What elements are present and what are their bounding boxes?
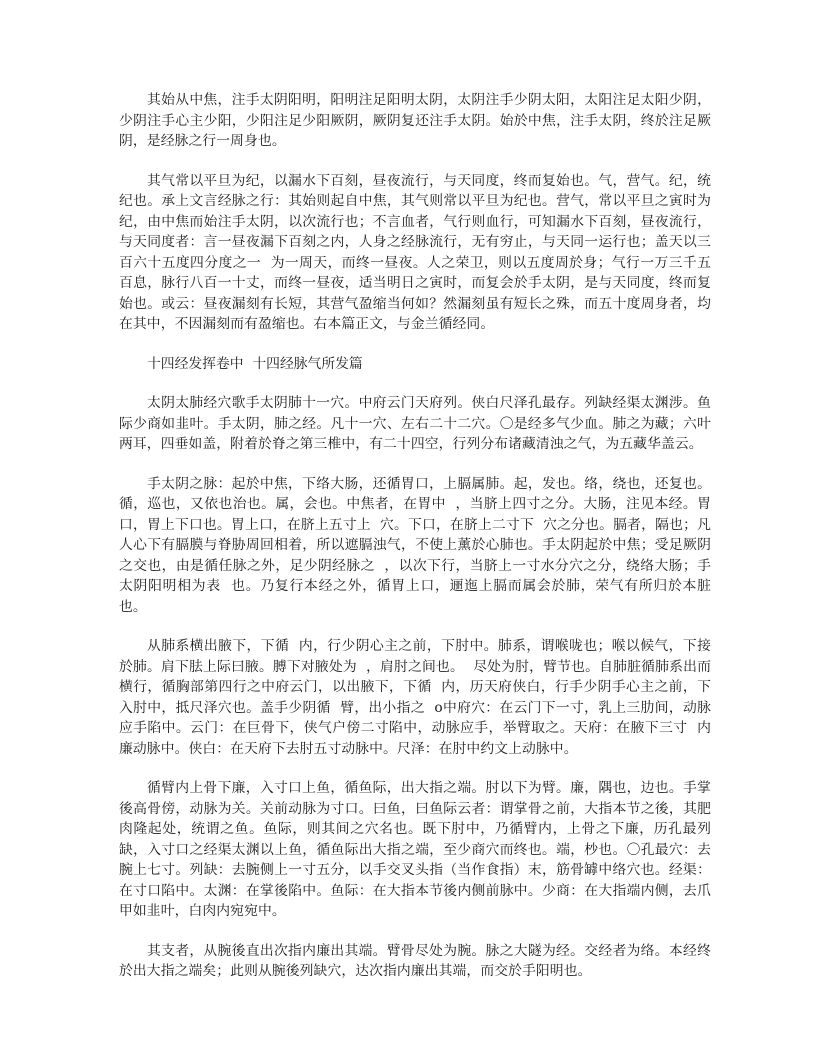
paragraph-lung-system-armpit: 从肺系横出腋下，下循 内，行少阴心主之前，下肘中。肺系，谓喉咙也；喉以候气，下接於肺。肩下胠上际曰腋。膊下对腋处为 ，肩肘之间也。 尽处为肘，臂节也。自肺脏循肺系出而横行，循胸部第四行之中府云门，以出腋下，下循 内，历天府侠白，行手少阴手心主之前，下入肘中，抵尺泽穴也。盖手少阴循 臂，出小指之 o中府穴：在云门下一寸，乳上三肋间，动脉应手陷中。云门：在巨骨下，侠气户傍二寸陷中，动脉应手，举臂取之。天府：在腋下三寸 内廉动脉中。侠白：在天府下去肘五寸动脉中。尺泽：在肘中约文上动脉中。: [119, 638, 711, 757]
paragraph-branch-vessel: 其支者，从腕後直出次指内廉出其端。臂骨尽处为腕。脉之大隧为经。交经者为络。本经终於出大指之端矣；此则从腕後列缺穴，达次指内廉出其端，而交於手阳明也。: [119, 942, 711, 979]
paragraph-meridian-circulation: 其始从中焦，注手太阴阳明，阳明注足阳明太阴，太阴注手少阴太阳，太阳注足太阳少阴，少阴注手心主少阳，少阳注足少阳厥阴，厥阴复还注手太阴。始於中焦，注手太阴，终於注足厥阴，是经脉之行一周身也。: [119, 92, 711, 149]
paragraph-lung-meridian-song: 太阴太肺经穴歌手太阴肺十一穴。中府云门天府列。侠白尺泽孔最存。列缺经渠太渊涉。鱼际少商如韭叶。手太阴，肺之经。凡十一穴、左右二十二穴。〇是经多气少血。肺之为藏；六叶两耳，四垂如盖，附着於脊之第三椎中，有二十四空，行列分布诸藏清浊之气，为五藏华盖云。: [119, 395, 711, 452]
paragraph-ying-qi-timing: 其气常以平旦为纪，以漏水下百刻，昼夜流行，与天同度，终而复始也。气，营气。纪，统纪也。承上文言经脉之行：其始则起自中焦，其气则常以平旦为纪也。营气，常以平旦之寅时为纪，由中焦而始注手太阴，以次流行也；不言血者，气行则血行，可知漏水下百刻，昼夜流行，与天同度者：言一昼夜漏下百刻之内，人身之经脉流行，无有穷止，与天同一运行也；盖天以三百六十五度四分度之一 为一周天，而终一昼夜。人之荣卫，则以五度周於身；气行一万三千五百息，脉行八百一十丈，而终一昼夜，适当明日之寅时，而复会於手太阴，是与天同度，终而复始也。或云：昼夜漏刻有长短，其营气盈缩当何如？然漏刻虽有短长之殊，而五十度周身者，均在其中，不因漏刻而有盈缩也。右本篇正文，与金兰循经同。: [119, 172, 711, 332]
document-page: [119, 90, 711, 1001]
section-heading: 十四经发挥卷中 十四经脉气所发篇: [147, 355, 363, 372]
paragraph-forearm-path: 循臂内上骨下廉，入寸口上鱼，循鱼际，出大指之端。肘以下为臂。廉，隅也，边也。手掌後高骨傍，动脉为关。关前动脉为寸口。曰鱼，曰鱼际云者：谓掌骨之前，大指本节之後，其肥肉隆起处，统谓之鱼。鱼际，则其间之穴名也。既下肘中，乃循臂内，上骨之下廉，历孔最列缺，入寸口之经渠太渊以上鱼，循鱼际出大指之端，至少商穴而终也。端，杪也。〇孔最穴：去腕上七寸。列缺：去腕侧上一寸五分，以手交叉头指（当作食指）末，筋骨罅中络穴也。经渠：在寸口陷中。太渊：在掌後陷中。鱼际：在大指本节後内侧前脉中。少商：在大指端内侧，去爪甲如韭叶，白肉内宛宛中。: [119, 780, 711, 919]
paragraph-lung-meridian-origin: 手太阴之脉：起於中焦，下络大肠，还循胃口，上膈属肺。起，发也。络，绕也，还复也。循，巡也，又依也治也。属，会也。中焦者，在胃中 ，当脐上四寸之分。大肠，注见本经。胃口，胃上下口也。胃上口，在脐上五寸上 穴。下口，在脐上二寸下 穴之分也。膈者，隔也；凡人心下有膈膜与脊胁周回相着，所以遮膈浊气，不使上薰於心肺也。手太阴起於中焦；受足厥阴之交也，由是循任脉之外，足少阴经脉之 ，以次下行，当脐上一寸水分穴之分，绕络大肠；手太阴阳明相为表 也。乃复行本经之外，循胃上口，逦迤上膈而属会於肺，荣气有所归於本脏也。: [119, 475, 711, 615]
